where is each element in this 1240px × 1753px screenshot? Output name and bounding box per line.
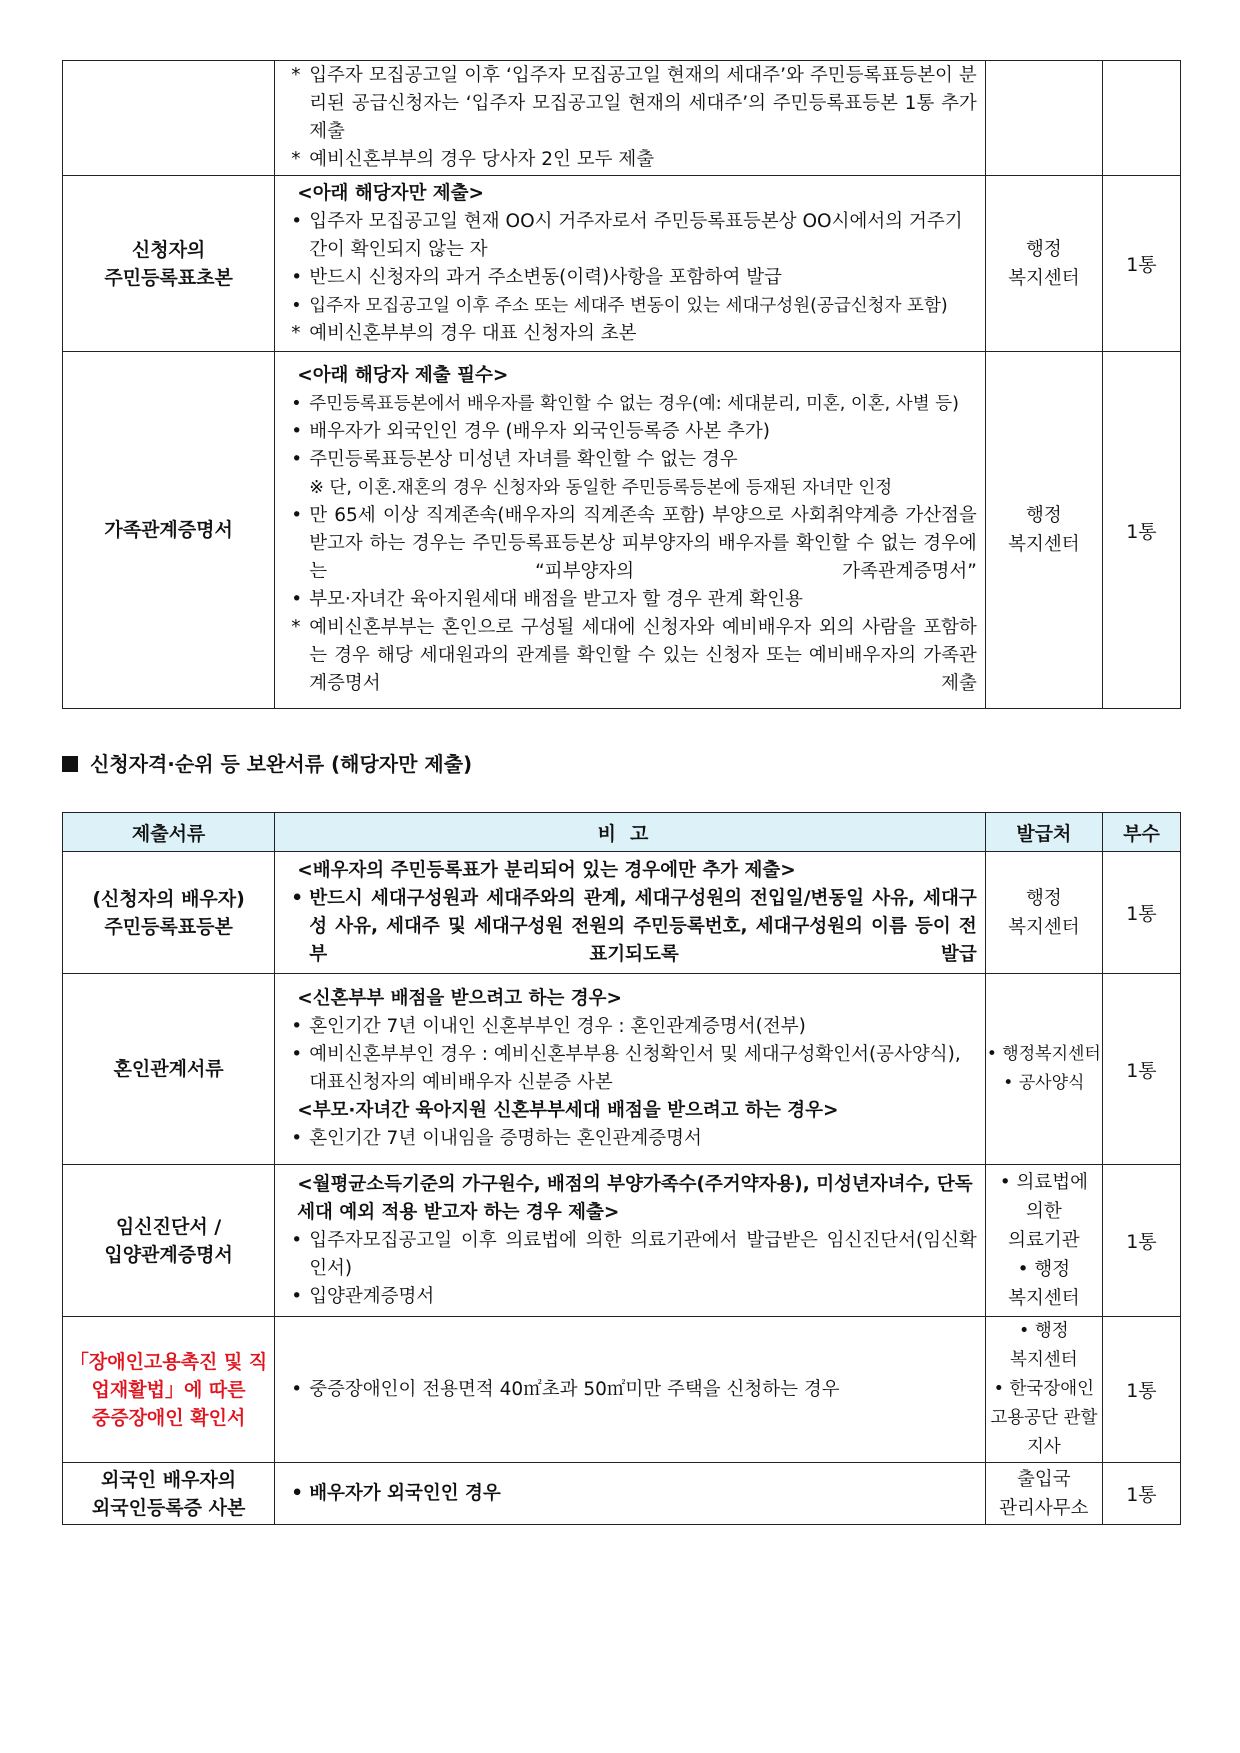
issuer-cell: • 행정 복지센터 • 한국장애인 고용공단 관할 지사	[985, 1317, 1102, 1463]
note-item: • 배우자가 외국인인 경우	[287, 1480, 977, 1508]
table-row	[63, 852, 1181, 974]
document-cell	[63, 1317, 275, 1463]
note-item: • 입주자모집공고일 이후 의료법에 의한 의료기관에서 발급받은 임신진단서(임신확인서)	[287, 1227, 977, 1283]
document-cell: 신청자의 주민등록표초본	[63, 176, 275, 352]
document-cell: (신청자의 배우자) 주민등록표등본	[63, 852, 275, 974]
note-heading: <아래 해당자만 제출>	[297, 182, 485, 204]
document-cell	[63, 61, 275, 176]
note-item: * 예비신혼부부의 경우 대표 신청자의 초본	[287, 320, 977, 348]
issuer-cell: • 의료법에 의한 의료기관 • 행정 복지센터	[985, 1165, 1102, 1317]
square-bullet-icon	[62, 756, 78, 772]
table-row	[63, 1165, 1181, 1317]
table-row	[63, 1463, 1181, 1525]
note-item: • 예비신혼부부인 경우 : 예비신혼부부용 신청확인서 및 세대구성확인서(공사양식), 대표신청자의 예비배우자 신분증 사본	[287, 1041, 977, 1097]
notes-cell	[275, 852, 986, 974]
note-item: * 입주자 모집공고일 이후 ‘입주자 모집공고일 현재의 세대주’와 주민등록표등본이 분리된 공급신청자는 ‘입주자 모집공고일 현재의 세대주’의 주민등록표등본 1통 추가 제출	[287, 62, 977, 146]
note-item: • 반드시 세대구성원과 세대주와의 관계, 세대구성원의 전입일/변동일 사유, 세대구성 사유, 세대주 및 세대구성원 전원의 주민등록번호, 세대구성원의 이름 등이 전부 표기되도록 발급	[287, 885, 977, 969]
note-item: * 예비신혼부부는 혼인으로 구성될 세대에 신청자와 예비배우자 외의 사람을 포함하는 경우 해당 세대원과의 관계를 확인할 수 있는 신청자 또는 예비배우자의 가족관계증명서 제출	[287, 614, 977, 698]
note-item: • 배우자가 외국인인 경우 (배우자 외국인등록증 사본 추가)	[287, 418, 977, 446]
required-documents-table-continued	[62, 60, 1181, 709]
notes-cell	[275, 352, 986, 709]
copies-cell	[1102, 61, 1180, 176]
copies-cell: 1통	[1102, 852, 1180, 974]
document-cell: 임신진단서 / 입양관계증명서	[63, 1165, 275, 1317]
notes-cell	[275, 176, 986, 352]
document-cell: 혼인관계서류	[63, 974, 275, 1165]
note-heading: <신혼부부 배점을 받으려고 하는 경우>	[297, 988, 623, 1009]
table-row	[63, 176, 1181, 352]
note-item: • 혼인기간 7년 이내임을 증명하는 혼인관계증명서	[287, 1125, 977, 1153]
note-item: • 주민등록표등본에서 배우자를 확인할 수 없는 경우(예: 세대분리, 미혼, 이혼, 사별 등)	[287, 390, 977, 418]
header-document: 제출서류	[63, 813, 275, 852]
issuer-cell: 행정 복지센터	[985, 852, 1102, 974]
note-heading: <월평균소득기준의 가구원수, 배점의 부양가족수(주거약자용), 미성년자녀수, 단독세대 예외 적용 받고자 하는 경우 제출>	[297, 1173, 973, 1223]
header-issuer: 발급처	[985, 813, 1102, 852]
note-item: * 예비신혼부부의 경우 당사자 2인 모두 제출	[287, 146, 977, 174]
note-item: • 혼인기간 7년 이내인 신혼부부인 경우 : 혼인관계증명서(전부)	[287, 1013, 977, 1041]
header-copies: 부수	[1102, 813, 1180, 852]
issuer-cell: 출입국 관리사무소	[985, 1463, 1102, 1525]
note-item: • 입주자 모집공고일 현재 OO시 거주자로서 주민등록표등본상 OO시에서의 거주기간이 확인되지 않는 자	[287, 208, 977, 264]
document-cell: 가족관계증명서	[63, 352, 275, 709]
copies-cell: 1통	[1102, 1463, 1180, 1525]
table-row	[63, 974, 1181, 1165]
note-heading: <아래 해당자 제출 필수>	[297, 365, 509, 386]
notes-cell	[275, 1317, 986, 1463]
note-heading: <부모·자녀간 육아지원 신혼부부세대 배점을 받으려고 하는 경우>	[297, 1100, 839, 1121]
note-item: • 반드시 신청자의 과거 주소변동(이력)사항을 포함하여 발급	[287, 264, 977, 292]
section-title-text: 신청자격·순위 등 보완서류 (해당자만 제출)	[90, 752, 473, 776]
document-law-name: 「장애인고용촉진 및 직업재활법」에 따른	[69, 1350, 268, 1401]
note-heading: <배우자의 주민등록표가 분리되어 있는 경우에만 추가 제출>	[297, 859, 796, 881]
issuer-cell: 행정 복지센터	[985, 176, 1102, 352]
issuer-cell: • 행정복지센터 • 공사양식	[985, 974, 1102, 1165]
document-name: 중증장애인 확인서	[91, 1406, 246, 1429]
issuer-cell	[985, 61, 1102, 176]
note-item: • 중증장애인이 전용면적 40㎡초과 50㎡미만 주택을 신청하는 경우	[287, 1376, 977, 1404]
supplementary-documents-table	[62, 812, 1181, 1525]
note-item: • 만 65세 이상 직계존속(배우자의 직계존속 포함) 부양으로 사회취약계층 가산점을 받고자 하는 경우는 주민등록표등본상 피부양자의 배우자를 확인할 수 없는 경우에는 “피부양자의 가족관계증명서”	[287, 502, 977, 586]
document-cell: 외국인 배우자의 외국인등록증 사본	[63, 1463, 275, 1525]
table-row	[63, 1317, 1181, 1463]
copies-cell: 1통	[1102, 352, 1180, 709]
table-row	[63, 61, 1181, 176]
table-header-row	[63, 813, 1181, 852]
copies-cell: 1통	[1102, 1317, 1180, 1463]
notes-cell	[275, 974, 986, 1165]
header-notes: 비고	[275, 813, 986, 852]
table-row	[63, 352, 1181, 709]
note-item: • 입주자 모집공고일 이후 주소 또는 세대주 변동이 있는 세대구성원(공급신청자 포함)	[287, 292, 977, 320]
notes-cell	[275, 61, 986, 176]
copies-cell: 1통	[1102, 176, 1180, 352]
note-item: • 입양관계증명서	[287, 1283, 977, 1311]
section-title	[62, 748, 472, 777]
note-item: • 주민등록표등본상 미성년 자녀를 확인할 수 없는 경우	[287, 446, 977, 474]
note-item: ※ 단, 이혼.재혼의 경우 신청자와 동일한 주민등록등본에 등재된 자녀만 인정	[309, 478, 893, 498]
note-item: • 부모·자녀간 육아지원세대 배점을 받고자 할 경우 관계 확인용	[287, 586, 977, 614]
notes-cell	[275, 1463, 986, 1525]
copies-cell: 1통	[1102, 1165, 1180, 1317]
notes-cell	[275, 1165, 986, 1317]
copies-cell: 1통	[1102, 974, 1180, 1165]
issuer-cell: 행정 복지센터	[985, 352, 1102, 709]
